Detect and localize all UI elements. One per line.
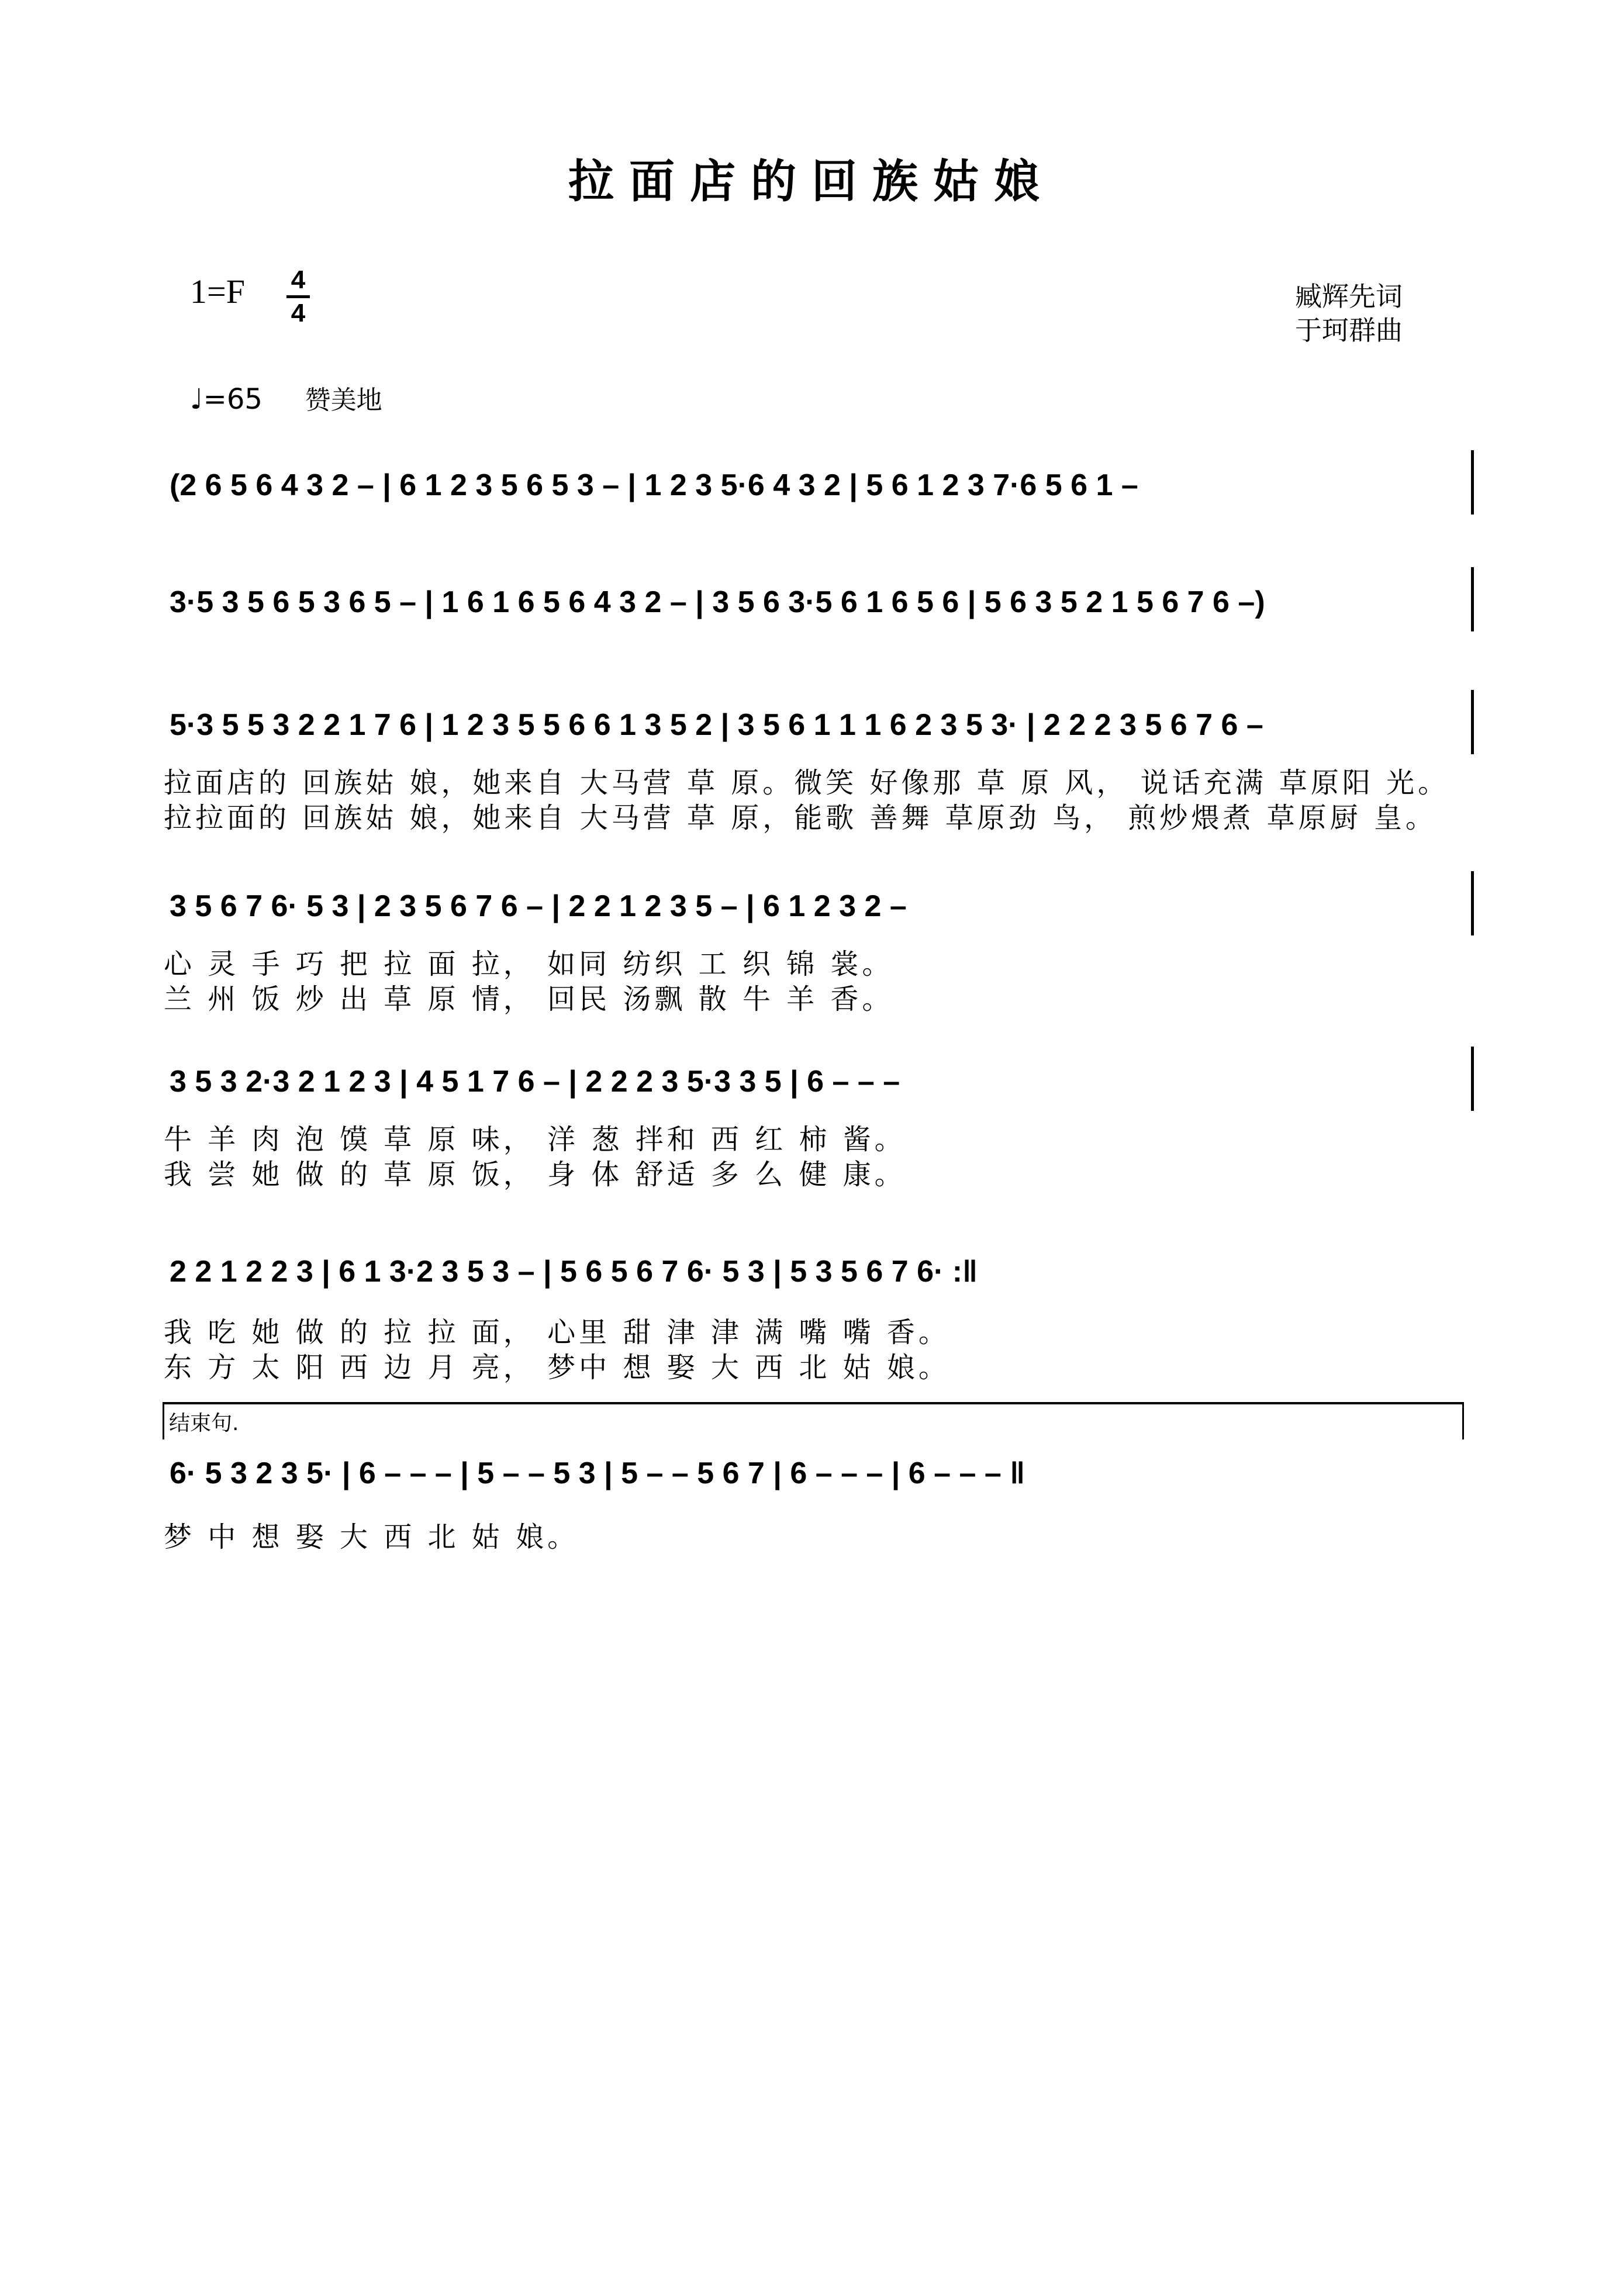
song-title: 拉面店的回族姑娘	[568, 156, 1055, 208]
barline	[1471, 1047, 1474, 1111]
lyrics-verse-2: 东 方 太 阳 西 边 月 亮， 梦中 想 娶 大 西 北 姑 娘。	[164, 1351, 950, 1384]
credits	[1295, 279, 1403, 347]
notation-line: 3 5 6 7 6· 5 3 | 2 3 5 6 7 6 – | 2 2 1 2 3 5 – | 6 1 2 3 2 –	[170, 889, 907, 923]
lyrics-verse-2: 拉拉面的 回族姑 娘，她来自 大马营 草 原，能歌 善舞 草原劲 鸟， 煎炒煨煮 草原厨 皇。	[164, 802, 1437, 834]
lyrics-verse-2: 我 尝 她 做 的 草 原 饭， 身 体 舒适 多 么 健 康。	[164, 1158, 906, 1191]
ending-bracket	[163, 1402, 1464, 1439]
tempo-marking	[190, 379, 382, 416]
tempo-value: ♩=65	[190, 383, 263, 416]
expression-mark: 赞美地	[305, 385, 382, 415]
ending-label: 结束句.	[169, 1411, 239, 1435]
lyricist: 臧辉先词	[1295, 281, 1403, 312]
notation-line: 5·3 5 5 3 2 2 1 7 6 | 1 2 3 5 5 6 6 1 3 5 2 | 3 5 6 1 1 1 6 2 3 5 3· | 2 2 2 3 5 6 7 6 –	[170, 708, 1263, 742]
lyrics-verse-1: 拉面店的 回族姑 娘，她来自 大马营 草 原。微笑 好像那 草 原 风， 说话充满 草原阳 光。	[164, 767, 1450, 799]
notation-line: (2 6 5 6 4 3 2 – | 6 1 2 3 5 6 5 3 – | 1 2 3 5·6 4 3 2 | 5 6 1 2 3 7·6 5 6 1 –	[170, 468, 1138, 502]
composer: 于珂群曲	[1295, 315, 1403, 346]
lyrics-verse-1: 梦 中 想 娶 大 西 北 姑 娘。	[164, 1521, 579, 1553]
barline	[1471, 871, 1474, 935]
barline	[1471, 450, 1474, 515]
key-signature: 1=F	[190, 272, 245, 310]
time-signature	[286, 266, 310, 327]
notation-line: 6· 5 3 2 3 5· | 6 – – – | 5 – – 5 3 | 5 – – 5 6 7 | 6 – – – | 6 – – – ‖	[170, 1456, 1025, 1490]
barline	[1471, 567, 1474, 631]
time-signature-top: 4	[291, 265, 306, 294]
lyrics-verse-2: 兰 州 饭 炒 出 草 原 情， 回民 汤飘 散 牛 羊 香。	[164, 983, 894, 1016]
lyrics-verse-1: 我 吃 她 做 的 拉 拉 面， 心里 甜 津 津 满 嘴 嘴 香。	[164, 1316, 950, 1349]
time-signature-bottom: 4	[291, 299, 306, 327]
notation-line: 3 5 3 2·3 2 1 2 3 | 4 5 1 7 6 – | 2 2 2 3 5·3 3 5 | 6 – – –	[170, 1065, 900, 1099]
notation-line: 3·5 3 5 6 5 3 6 5 – | 1 6 1 6 5 6 4 3 2 – | 3 5 6 3·5 6 1 6 5 6 | 5 6 3 5 2 1 5 6 7 6 –)	[170, 585, 1265, 619]
notation-line: 2 2 1 2 2 3 | 6 1 3·2 3 5 3 – | 5 6 5 6 7 6· 5 3 | 5 3 5 6 7 6· :‖	[170, 1255, 978, 1289]
time-signature-divider	[286, 295, 310, 298]
lyrics-verse-1: 心 灵 手 巧 把 拉 面 拉， 如同 纺织 工 织 锦 裳。	[164, 948, 894, 980]
lyrics-verse-1: 牛 羊 肉 泡 馍 草 原 味， 洋 葱 拌和 西 红 柿 酱。	[164, 1123, 906, 1156]
barline	[1471, 690, 1474, 754]
